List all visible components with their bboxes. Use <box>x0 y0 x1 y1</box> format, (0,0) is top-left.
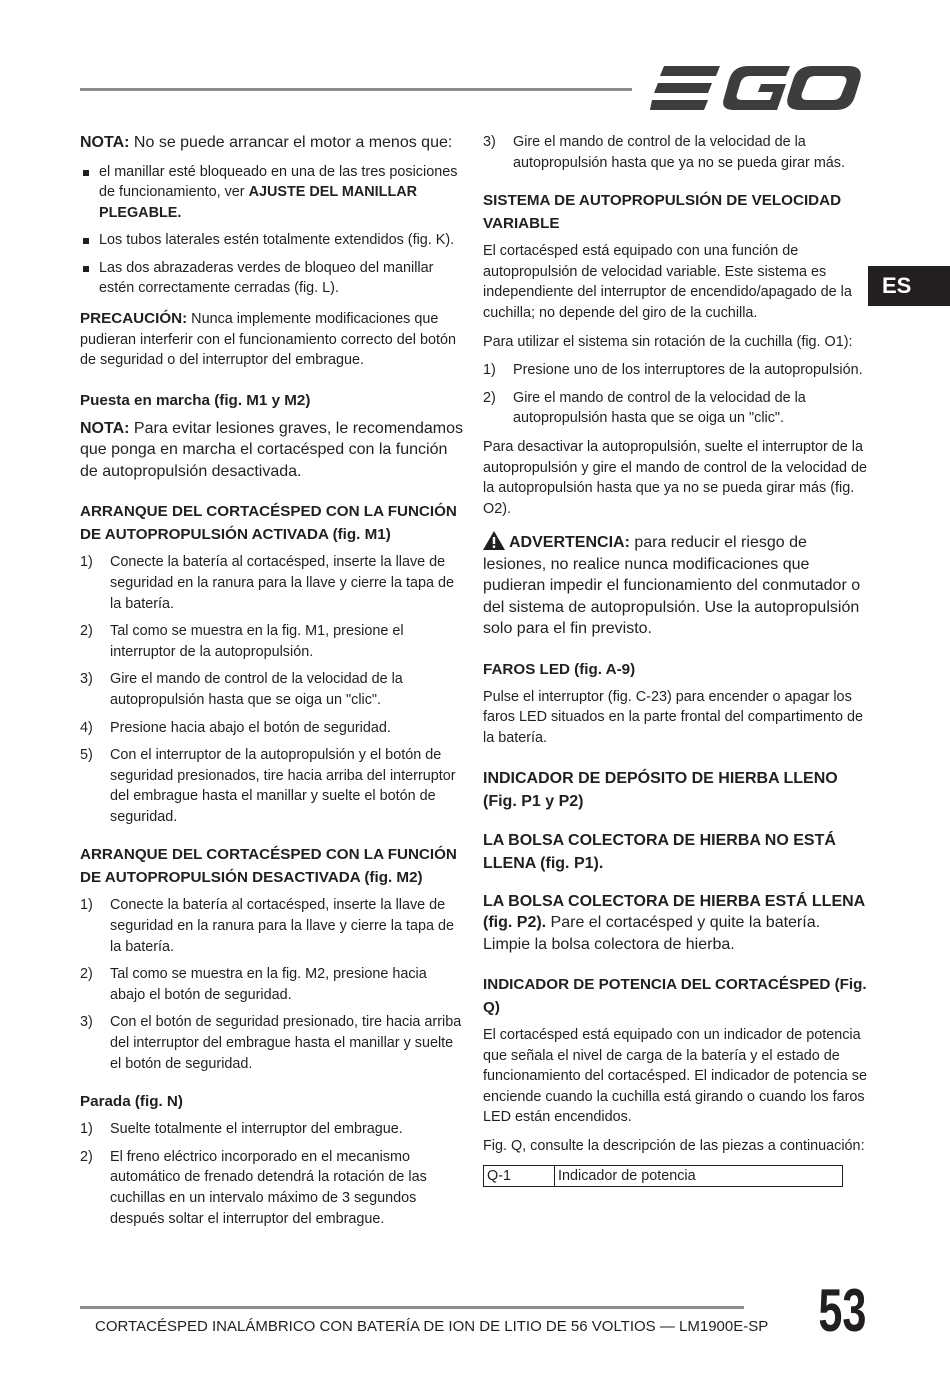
list-item <box>80 1119 464 1140</box>
part-id: Q-1 <box>484 1165 555 1186</box>
list-item <box>483 132 867 173</box>
step-number: 1) <box>483 362 496 379</box>
step-text: Conecte la batería al cortacésped, inserte la llave de seguridad en la ranura para la llave y cierre la tapa de la batería. <box>110 554 454 612</box>
use-instructions-text: Para utilizar el sistema sin rotación de la cuchilla (fig. O1): <box>483 333 853 350</box>
startup-heading: Puesta en marcha (fig. M1 y M2) <box>80 391 311 409</box>
list-item <box>80 718 464 739</box>
step-number: 2) <box>80 623 93 640</box>
step-text: El freno eléctrico incorporado en el mecanismo automático de frenado detendrá la rotación de las cuchillas en un intervalo máximo de 3 segundos después soltar el interruptor del embrague. <box>110 1148 427 1227</box>
list-item <box>483 388 867 429</box>
step-text: Con el interruptor de la autopropulsión y el botón de seguridad presionados, tire hacia arriba del interruptor del embrague hasta el manillar y suelte el botón de seguridad. <box>110 747 456 825</box>
steps-selfpropelled-off <box>80 895 464 1074</box>
list-item <box>80 1012 464 1074</box>
list-item <box>80 1147 464 1229</box>
list-item <box>80 621 464 662</box>
grass-indicator-heading: INDICADOR DE DEPÓSITO DE HIERBA LLENO (Fig. P1 y P2) <box>483 769 838 810</box>
language-tab: ES <box>868 266 950 306</box>
step-text: Gire el mando de control de la velocidad de la autopropulsión hasta que ya no se pueda girar más. <box>513 134 846 171</box>
note-label: NOTA: <box>80 134 130 151</box>
warning-label: ADVERTENCIA: <box>509 534 630 552</box>
step-text: Gire el mando de control de la velocidad de la autopropulsión hasta que se oiga un "clic". <box>513 389 806 427</box>
page-number: 53 <box>818 1277 867 1344</box>
note-startup <box>80 418 464 483</box>
note-text: No se puede arrancar el motor a menos que: <box>129 134 453 151</box>
step-text: Suelte totalmente el interruptor del embrague. <box>110 1121 403 1138</box>
step-text: Conecte la batería al cortacésped, inserte la llave de seguridad en la ranura para la llave y cierre la tapa de la batería. <box>110 897 454 955</box>
list-item <box>80 258 464 299</box>
header-rule <box>80 88 632 91</box>
list-item-text: Los tubos laterales estén totalmente extendidos (fig. K). <box>99 232 455 249</box>
steps-use <box>483 360 867 429</box>
list-item <box>80 745 464 827</box>
condition-list <box>80 162 464 300</box>
step-text: Tal como se muestra en la fig. M1, presione el interruptor de la autopropulsión. <box>110 623 404 660</box>
warning-text: para reducir el riesgo de lesiones, no realice nunca modificaciones que pudieran impedir el funcionamiento del conmutador o del sistema de autopropulsión. Use la autopropulsión solo para el fin previsto. <box>483 534 861 638</box>
parts-table <box>483 1165 843 1187</box>
table-row <box>484 1165 843 1186</box>
part-description: Indicador de potencia <box>555 1165 843 1186</box>
list-item <box>80 162 464 224</box>
note-text: Para evitar lesiones graves, le recomendamos que ponga en marcha el cortacésped con la función de autopropulsión desactivada. <box>80 419 463 480</box>
left-column <box>80 132 464 1237</box>
list-item-text: el manillar esté bloqueado en una de las tres posiciones de funcionamiento, ver <box>99 163 458 201</box>
section-selfpropelled-off-heading: ARRANQUE DEL CORTACÉSPED CON LA FUNCIÓN DE AUTOPROPULSIÓN DESACTIVADA (fig. M2) <box>80 846 457 887</box>
list-item <box>80 669 464 710</box>
list-item-reference: AJUSTE DEL MANILLAR PLEGABLE. <box>99 184 418 221</box>
step-number: 2) <box>80 966 93 983</box>
right-column <box>483 132 867 1187</box>
step-text: Gire el mando de control de la velocidad de la autopropulsión hasta que se oiga un "clic". <box>110 671 403 708</box>
bag-full-paragraph <box>483 891 867 956</box>
step-number: 1) <box>80 897 93 914</box>
step-text: Presione uno de los interruptores de la autopropulsión. <box>513 362 863 379</box>
variable-speed-heading: SISTEMA DE AUTOPROPULSIÓN DE VELOCIDAD VARIABLE <box>483 192 842 233</box>
deactivate-text: Para desactivar la autopropulsión, suelte el interruptor de la autopropulsión y gire el mando de control de la velocidad de la autopropulsión hasta que ya no se pueda girar más (fig. O2). <box>483 438 868 517</box>
power-indicator-heading: INDICADOR DE POTENCIA DEL CORTACÉSPED (Fig. Q) <box>483 976 867 1017</box>
section-selfpropelled-on-heading: ARRANQUE DEL CORTACÉSPED CON LA FUNCIÓN DE AUTOPROPULSIÓN ACTIVADA (fig. M1) <box>80 503 457 544</box>
step-number: 4) <box>80 719 93 736</box>
ego-logo <box>650 62 862 114</box>
step-number: 2) <box>483 389 496 406</box>
footer-title: CORTACÉSPED INALÁMBRICO CON BATERÍA DE ION DE LITIO DE 56 VOLTIOS — LM1900E-SP <box>95 1318 769 1335</box>
step-text: Presione hacia abajo el botón de seguridad. <box>110 719 391 736</box>
list-item <box>80 895 464 957</box>
led-text: Pulse el interruptor (fig. C-23) para encender o apagar los faros LED situados en la parte frontal del compartimento de la batería. <box>483 688 863 746</box>
note-engine-start <box>80 132 464 154</box>
step-text: Con el botón de seguridad presionado, tire hacia arriba del interruptor del embrague hasta el manillar y suelte el botón de seguridad. <box>110 1014 462 1072</box>
bag-full-label: LA BOLSA COLECTORA DE HIERBA ESTÁ LLENA (fig. P2). <box>483 892 865 932</box>
steps-stop <box>80 1119 464 1229</box>
warning-triangle-icon <box>483 531 505 550</box>
list-item <box>80 964 464 1005</box>
list-item <box>483 360 867 381</box>
footer-rule <box>80 1306 744 1309</box>
step-number: 1) <box>80 554 93 571</box>
list-item <box>80 230 464 251</box>
step-number: 1) <box>80 1121 93 1138</box>
step-number: 3) <box>80 1014 93 1031</box>
list-item <box>80 552 464 614</box>
step-number: 5) <box>80 747 93 764</box>
step-number: 3) <box>483 134 496 150</box>
led-heading: FAROS LED (fig. A-9) <box>483 660 636 678</box>
step-text: Tal como se muestra en la fig. M2, presione hacia abajo el botón de seguridad. <box>110 966 427 1003</box>
steps-continued <box>483 132 867 173</box>
warning-paragraph <box>483 531 867 640</box>
bag-not-full-heading: LA BOLSA COLECTORA DE HIERBA NO ESTÁ LLENA (fig. P1). <box>483 831 836 872</box>
caution-label: PRECAUCIÓN: <box>80 310 188 328</box>
bag-full-text: Pare el cortacésped y quite la batería. Limpie la bolsa colectora de hierba. <box>483 914 821 953</box>
note-label: NOTA: <box>80 419 130 437</box>
list-item-text: Las dos abrazaderas verdes de bloqueo del manillar estén correctamente cerradas (fig. L). <box>99 259 434 297</box>
caution-paragraph <box>80 309 464 371</box>
step-number: 3) <box>80 671 93 688</box>
caution-text: Nunca implemente modificaciones que pudieran interferir con el funcionamiento correcto del botón de seguridad o del interruptor del embrague. <box>80 311 456 369</box>
step-number: 2) <box>80 1148 93 1165</box>
variable-speed-text: El cortacésped está equipado con una función de autopropulsión de velocidad variable. Este sistema es independiente del interruptor de encendido/apagado de la cuchilla; no depende del giro de la cuchilla. <box>483 243 852 321</box>
steps-selfpropelled-on <box>80 552 464 827</box>
fig-q-text: Fig. Q, consulte la descripción de las piezas a continuación: <box>483 1138 865 1155</box>
stop-heading: Parada (fig. N) <box>80 1093 183 1111</box>
power-indicator-text: El cortacésped está equipado con un indicador de potencia que señala el nivel de carga de la batería y el estado de funcionamiento del cortacésped. El indicador de potencia se enciende cuando la cuchilla está girando o cuando los faros LED están encendidos. <box>483 1027 867 1126</box>
